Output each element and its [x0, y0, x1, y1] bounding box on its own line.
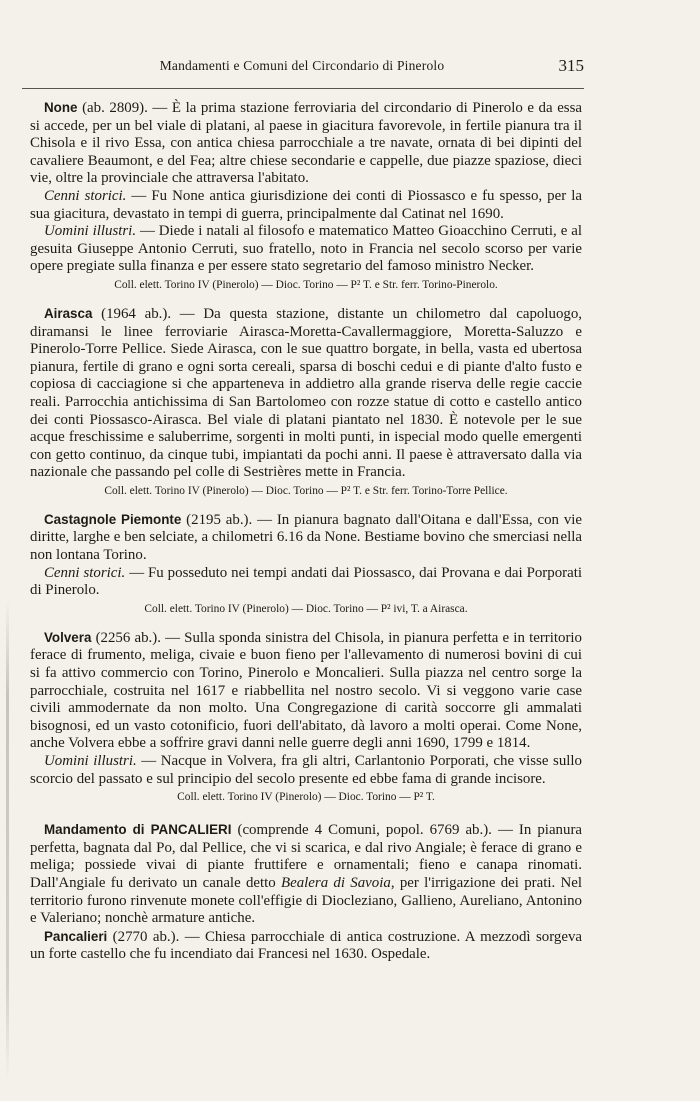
page-number: 315	[558, 56, 584, 75]
entry-title-airasca: Airasca	[44, 305, 93, 321]
page-header	[20, 58, 584, 80]
entry-airasca	[30, 305, 582, 482]
entry-pancalieri	[30, 928, 582, 964]
mandamento-text: (comprende 4 Comuni, popol. 6769 ab.). — In pianura perfetta, bagnata dal Po, dal Pellice, che vi si scarica, e dal rivo Angiale; è ferace di grano e meliga; possiede vivai di piante fruttifere e ornamentali; fieno e canapa rinomati. Dall'Angiale fu derivato un canale detto	[30, 822, 583, 891]
notables-text: — Diede i natali al filosofo e matematico Matteo Gioacchino Cerruti, e al gesuita Giuseppe Antonio Cerruti, suo fratello, noto in Francia nel secolo scorso per varie opere pregiate sulla finanza e per essere stato segretario del famoso ministro Necker.	[30, 223, 582, 275]
entry-castagnole	[30, 511, 582, 565]
bealera-name: Bealera di Savoia	[281, 874, 391, 891]
entry-title-castagnole: Castagnole Piemonte	[44, 511, 182, 527]
history-text: — Fu None antica giurisdizione dei conti di Piossasco e fu spesso, per la sua giacitura, devastato in tempi di guerra, principalmente dal Catinat nel 1690.	[30, 187, 582, 222]
running-head: Mandamenti e Comuni del Circondario di Pinerolo	[159, 58, 445, 73]
entry-castagnole-text: (2195 ab.). — In pianura bagnato dall'Oitana e dall'Essa, con vie diritte, larghe e ben selciate, a chilometri 6.16 da None. Bestiame bovino che smerciasi nella non lontana Torino.	[30, 511, 583, 564]
entry-none	[30, 99, 582, 188]
mandamento-label: Mandamento di	[44, 822, 151, 838]
mandamento-text-cont: , per l'irrigazione dei prati. Nel territorio furono rinvenute monete coll'effigie di Diocleziano, Gallieno, Aureliano, Antonino e Valeriano; nonchè armature antiche.	[30, 874, 582, 927]
entry-title-none: None	[44, 100, 78, 115]
label-cenni-storici: Cenni storici.	[44, 187, 127, 204]
admin-note-airasca: Coll. elett. Torino IV (Pinerolo) — Dioc. Torino — P² T. e Str. ferr. Torino-Torre Pellice.	[104, 484, 508, 497]
page-body	[30, 99, 582, 964]
entry-pancalieri-text: (2770 ab.). — Chiesa parrocchiale di antica costruzione. A mezzodì sorgeva un forte castello che fu incendiato dai Francesi nel 1630. Ospedale.	[30, 928, 582, 963]
entry-none-text: (ab. 2809). — È la prima stazione ferroviaria del circondario di Pinerolo e da essa si accede, per un bel viale di platani, al paese in giacitura favorevole, in fertile pianura tra il Chisola e il rivo Essa, con antica chiesa parrocchiale a tre navate, ornata di bei dipinti del cavaliere Beaumont, e del Fea; altre chiese secondarie e cappelle, due piazze spaziose, dieci vie, oltre la provinciale che attraversa l'abitato.	[30, 100, 582, 187]
entry-none-notables	[30, 223, 582, 276]
entry-none-history	[30, 188, 582, 223]
label-cenni-storici: Cenni storici.	[44, 564, 126, 581]
history-text: — Fu posseduto nei tempi andati dai Piossasco, dai Provana e dai Porporati di Pinerolo.	[30, 564, 582, 599]
spacer	[30, 503, 582, 511]
entry-airasca-text: (1964 ab.). — Da questa stazione, distante un chilometro dal capoluogo, diramansi le linee ferroviarie Airasca-Moretta-Cavallermaggiore, Moretta-Saluzzo e Pinerolo-Torre Pellice. Siede Airasca, con le sue quattro borgate, in bella, vasta ed ubertosa pianura, fertile di grano e ogni sorta cereali, sparsa di boschi cedui e di piante d'alto fusto e copiosa di cacciagione si che appartenevа in addietro alla grande riserva delle regie caccie reali. Parrocchia antichissima di San Bartolomeo con rozze statue di cotto e castello antico dei conti Piossasco-Airasca. Bel viale di platani piantato nel 1830. È notevole per le sue acque freschissime e saluberrime, sorgenti in molti punti, in ispecial modo quelle emergenti con getto continuo, da cinque tubi, impiantati da pochi anni. Il paese è attraversato dalla via nazionale che passando pel colle di Sestrières mette in Francia.	[30, 305, 582, 481]
entry-volvera-text: (2256 ab.). — Sulla sponda sinistra del Chisola, in pianura perfetta e in territorio ferace di frumento, meliga, civaie e buon fieno per l'allevamento di numerosi bovini di cui si fa attivo commercio con Torino, Pinerolo e Moncalieri. Sulla piazza nel centro sorge la parrocchiale, costruita nel 1617 e riabbellita nel nostro secolo. Vi si veggono varie case civili ammodernate da non molto. Una Congregazione di carità soccorre gli ammalati bisognosi, ed un vasto cotonificio, fuori dell'abitato, dà lavoro a molti operai. Come None, anche Volvera ebbe a soffrire gravi danni nelle guerre degli anni 1690, 1799 e 1814.	[30, 629, 582, 752]
mandamento-name: PANCALIERI	[150, 822, 232, 838]
notables-text: — Nacque in Volvera, fra gli altri, Carlantonio Porporati, che visse sullo scorcio del passato e sul principio del secolo presente ed ebbe fama di grande incisore.	[30, 753, 582, 787]
entry-title-volvera: Volvera	[44, 629, 92, 645]
admin-note-volvera: Coll. elett. Torino IV (Pinerolo) — Dioc. Torino — P² T.	[177, 791, 435, 804]
admin-note-castagnole: Coll. elett. Torino IV (Pinerolo) — Dioc. Torino — P² ivi, T. a Airasca.	[144, 602, 468, 615]
admin-note-none: Coll. elett. Torino IV (Pinerolo) — Dioc. Torino — P² T. e Str. ferr. Torino-Pinerolo.	[114, 278, 498, 291]
entry-volvera-notables	[30, 753, 582, 788]
page-gutter-shadow	[6, 600, 9, 1080]
section-mandamento-pancalieri	[30, 821, 582, 928]
entry-castagnole-history	[30, 565, 582, 600]
spacer	[30, 621, 582, 629]
label-uomini-illustri: Uomini illustri.	[44, 753, 137, 769]
spacer	[30, 809, 582, 821]
entry-title-pancalieri: Pancalieri	[44, 928, 108, 944]
label-uomini-illustri: Uomini illustri.	[44, 223, 137, 240]
entry-volvera	[30, 629, 582, 753]
spacer	[30, 297, 582, 305]
header-rule	[22, 88, 584, 89]
